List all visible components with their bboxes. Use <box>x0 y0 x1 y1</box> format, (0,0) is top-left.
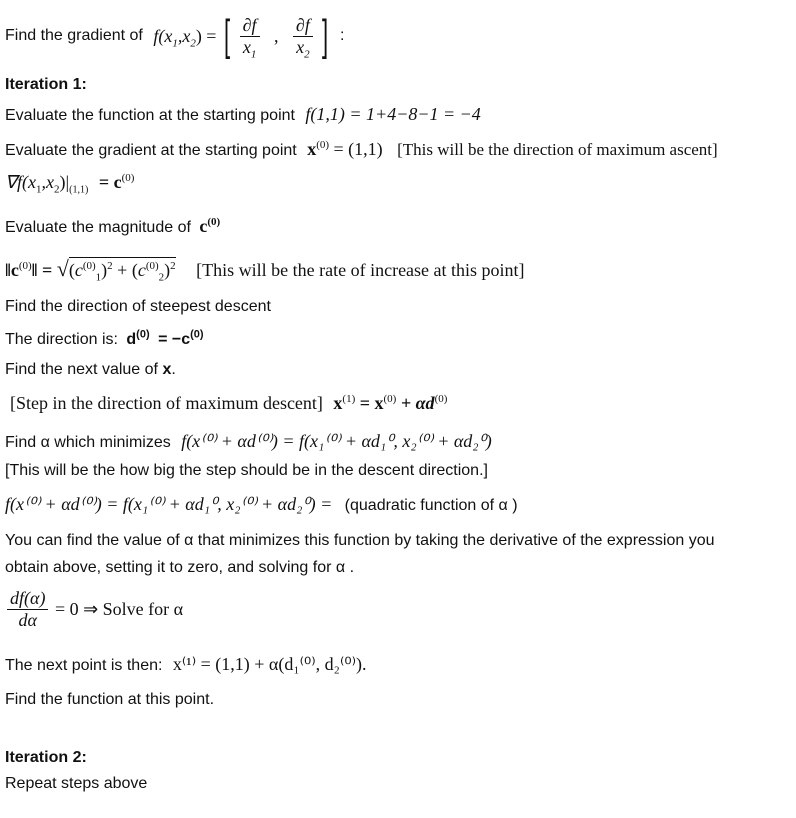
intro-text: Find the gradient of <box>5 27 143 44</box>
eval-function-line: Evaluate the function at the starting point f(1,1) = 1+4−8−1 = −4 <box>5 104 481 124</box>
direction-line: The direction is: $d^{(0)} = -c^{(0)}$ <box>5 328 204 348</box>
next-point-line: The next point is then: x⁽¹⁾ = (1,1) + α(d₁⁽⁰⁾, d₂⁽⁰⁾). <box>5 654 367 674</box>
derivative-frac: $\frac{df(\alpha)}{d\alpha}$ <box>7 588 48 631</box>
step-line: [Step in the direction of maximum descent] $x^{(1)} = x^{(0)} + \alpha d^{(0)}$ <box>10 393 448 413</box>
eval-gradient-note: [This will be the direction of maximum ascent] <box>397 140 718 159</box>
norm-note: [This will be the rate of increase at this point] <box>196 260 525 280</box>
right-bracket: ] <box>322 11 329 60</box>
next-value-line: Find the next value of x. <box>5 361 176 378</box>
intro-fx: $f(x_1,x_2)$ = <box>153 25 217 50</box>
paragraph-line-2: obtain above, setting it to zero, and solving for α . <box>5 559 355 576</box>
eval-gradient-line: Evaluate the gradient at the starting point $x^{(0)} = (1,1)$ [This will be the direction of maximum ascent] <box>5 139 718 159</box>
alpha-line: Find α which minimizes f(x⁽⁰⁾ + αd⁽⁰⁾) = f(x₁⁽⁰⁾ + αd₁⁰, x₂⁽⁰⁾ + αd₂⁰) <box>5 431 492 451</box>
partial-frac-1: $\frac{\partial f}{x_1}$ <box>240 15 260 58</box>
eval-gradient-math: $x^{(0)} = (1,1)$ <box>307 139 383 159</box>
paragraph-line-1: You can find the value of α that minimizes this function by taking the derivative of the expression you <box>5 532 715 549</box>
intro-colon: : <box>339 27 345 44</box>
next-point-math: x⁽¹⁾ = (1,1) + α(d₁⁽⁰⁾, d₂⁽⁰⁾). <box>172 654 367 674</box>
left-bracket: [ <box>223 11 231 60</box>
direction-heading: Find the direction of steepest descent <box>5 298 271 315</box>
find-function-line: Find the function at this point. <box>5 691 215 708</box>
quadratic-line: f(x⁽⁰⁾ + αd⁽⁰⁾) = f(x₁⁽⁰⁾ + αd₁⁰, x₂⁽⁰⁾ + αd₂⁰) = (quadratic function of α ) <box>5 494 518 514</box>
norm-expression: $‖c^{(0)}‖ = √(c^{(0)}_1)^2 + (c^{(0)}_2)^2$ [This will be the rate of increase at this point] <box>5 256 525 284</box>
intro-line: Find the gradient of $f(x_1,x_2)$ = [ $\frac{\partial f}{x_1}$ , $\frac{\partial f}{x_2}$ ] : <box>5 11 345 61</box>
partial-frac-2: $\frac{\partial f}{x_2}$ <box>293 15 313 58</box>
step-size-note: [This will be the how big the step should be in the descent direction.] <box>5 462 488 479</box>
repeat-steps-line: Repeat steps above <box>5 775 148 792</box>
iteration-2-heading: Iteration 2: <box>5 749 87 766</box>
eval-function-math: f(1,1) = 1+4−8−1 = −4 <box>305 104 481 124</box>
derivative-line: $\frac{df(\alpha)}{d\alpha}$ = 0 ⇒ Solve for α <box>5 588 183 631</box>
gradient-expression: $\nabla f(x_1,x_2)|_{(1,1)} = c^{(0)}$ <box>5 172 135 196</box>
eval-magnitude-line: Evaluate the magnitude of $c^{(0)}$ <box>5 216 221 236</box>
alpha-math: f(x⁽⁰⁾ + αd⁽⁰⁾) = f(x₁⁽⁰⁾ + αd₁⁰, x₂⁽⁰⁾ + αd₂⁰) <box>181 431 492 451</box>
iteration-1-heading: Iteration 1: <box>5 76 87 93</box>
